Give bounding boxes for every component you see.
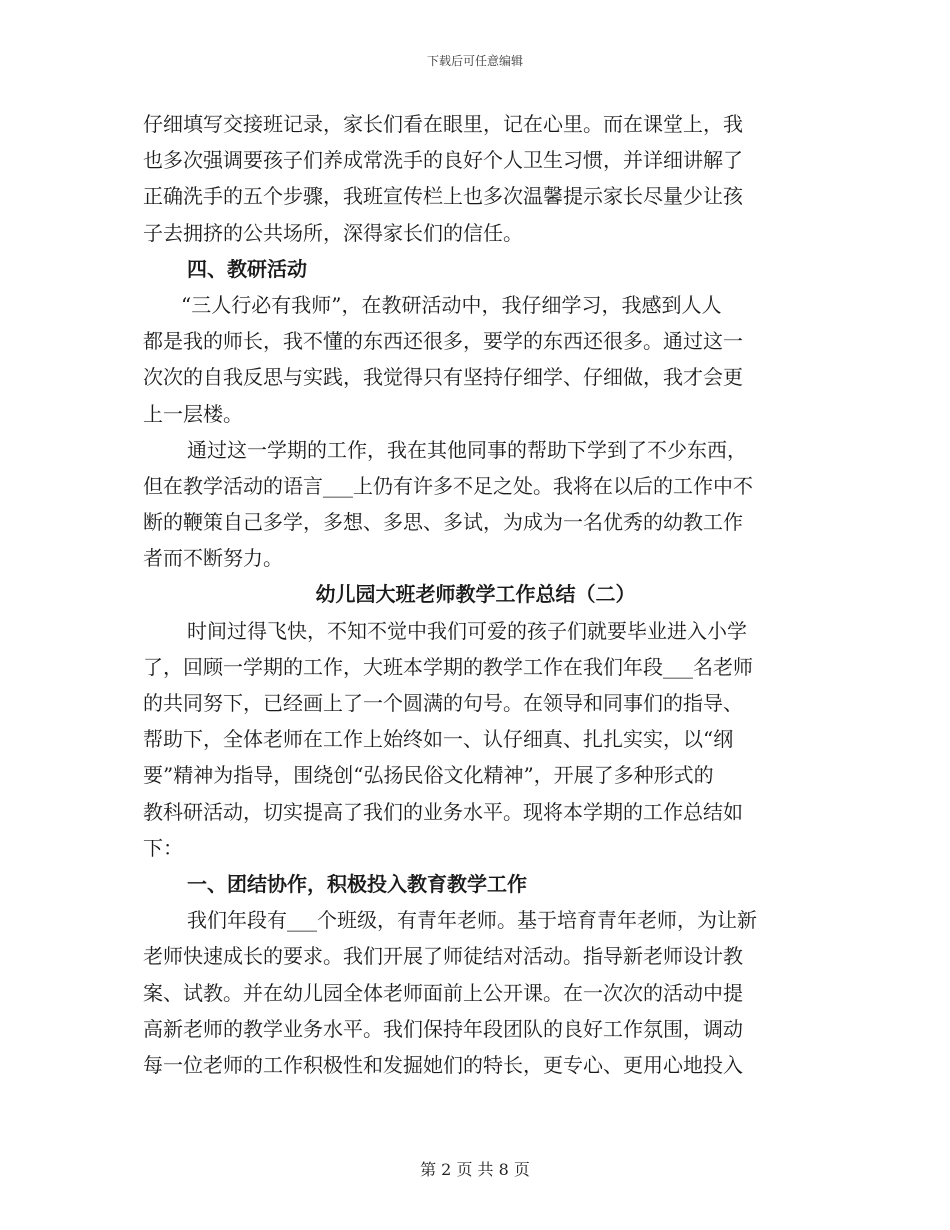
body-line: 正确洗手的五个步骤，我班宣传栏上也多次温馨提示家长尽量少让孩 <box>143 184 743 209</box>
paragraph-start: 时间过得飞快，不知不觉中我们可爱的孩子们就要毕业进入小学 <box>187 618 747 643</box>
body-line: 帮助下，全体老师在工作上始终如一、认仔细真、扎扎实实，以“纲 <box>143 727 734 752</box>
body-line: 次次的自我反思与实践，我觉得只有坚持仔细学、仔细做，我才会更 <box>143 365 743 390</box>
paragraph-start: “三人行必有我师”，在教研活动中，我仔细学习，我感到人人 <box>181 292 722 317</box>
body-line: 的共同努下，已经画上了一个圆满的句号。在领导和同事们的指导、 <box>143 691 743 715</box>
body-line: 仔细填写交接班记录，家长们看在眼里，记在心里。而在课堂上，我 <box>143 112 743 136</box>
body-line: 都是我的师长，我不懂的东西还很多，要学的东西还很多。通过这一 <box>143 329 743 354</box>
body-line: 老师快速成长的要求。我们开展了师徒结对活动。指导新老师设计教 <box>143 944 743 969</box>
body-line: 也多次强调要孩子们养成常洗手的良好个人卫生习惯，并详细讲解了 <box>143 148 743 173</box>
body-line: 下： <box>143 835 183 860</box>
body-line: 但在教学活动的语言___上仍有许多不足之处。我将在以后的工作中不 <box>143 473 753 498</box>
paragraph-start: 通过这一学期的工作，我在其他同事的帮助下学到了不少东西， <box>187 437 747 462</box>
body-line: 案、试教。并在幼儿园全体老师面前上公开课。在一次次的活动中提 <box>143 980 743 1005</box>
document-title: 幼儿园大班老师教学工作总结（二） <box>315 582 636 607</box>
body-line: 要”精神为指导，围绕创“弘扬民俗文化精神”，开展了多种形式的 <box>143 763 714 788</box>
page-number: 第 2 页 共 8 页 <box>420 1160 530 1179</box>
document-body <box>143 106 808 1083</box>
body-line: 教科研活动，切实提高了我们的业务水平。现将本学期的工作总结如 <box>143 799 743 824</box>
body-line: 高新老师的教学业务水平。我们保持年段团队的良好工作氛围，调动 <box>143 1016 743 1041</box>
body-line: 每一位老师的工作积极性和发掘她们的特长，更专心、更用心地投入 <box>143 1052 743 1077</box>
section-heading: 四、教研活动 <box>187 256 307 281</box>
body-line: 上一层楼。 <box>143 401 243 426</box>
body-line: 断的鞭策自己多学，多想、多思、多试，为成为一名优秀的幼教工作 <box>143 510 743 535</box>
body-line: 者而不断努力。 <box>143 546 283 571</box>
body-line: 了，回顾一学期的工作，大班本学期的教学工作在我们年段___名老师 <box>143 654 753 679</box>
paragraph-start: 我们年段有___个班级，有青年老师。基于培育青年老师，为让新 <box>187 908 757 933</box>
page-header: 下载后可任意编辑 <box>426 54 523 68</box>
body-line: 子去拥挤的公共场所，深得家长们的信任。 <box>143 220 523 245</box>
section-heading: 一、团结协作，积极投入教育教学工作 <box>187 871 527 896</box>
